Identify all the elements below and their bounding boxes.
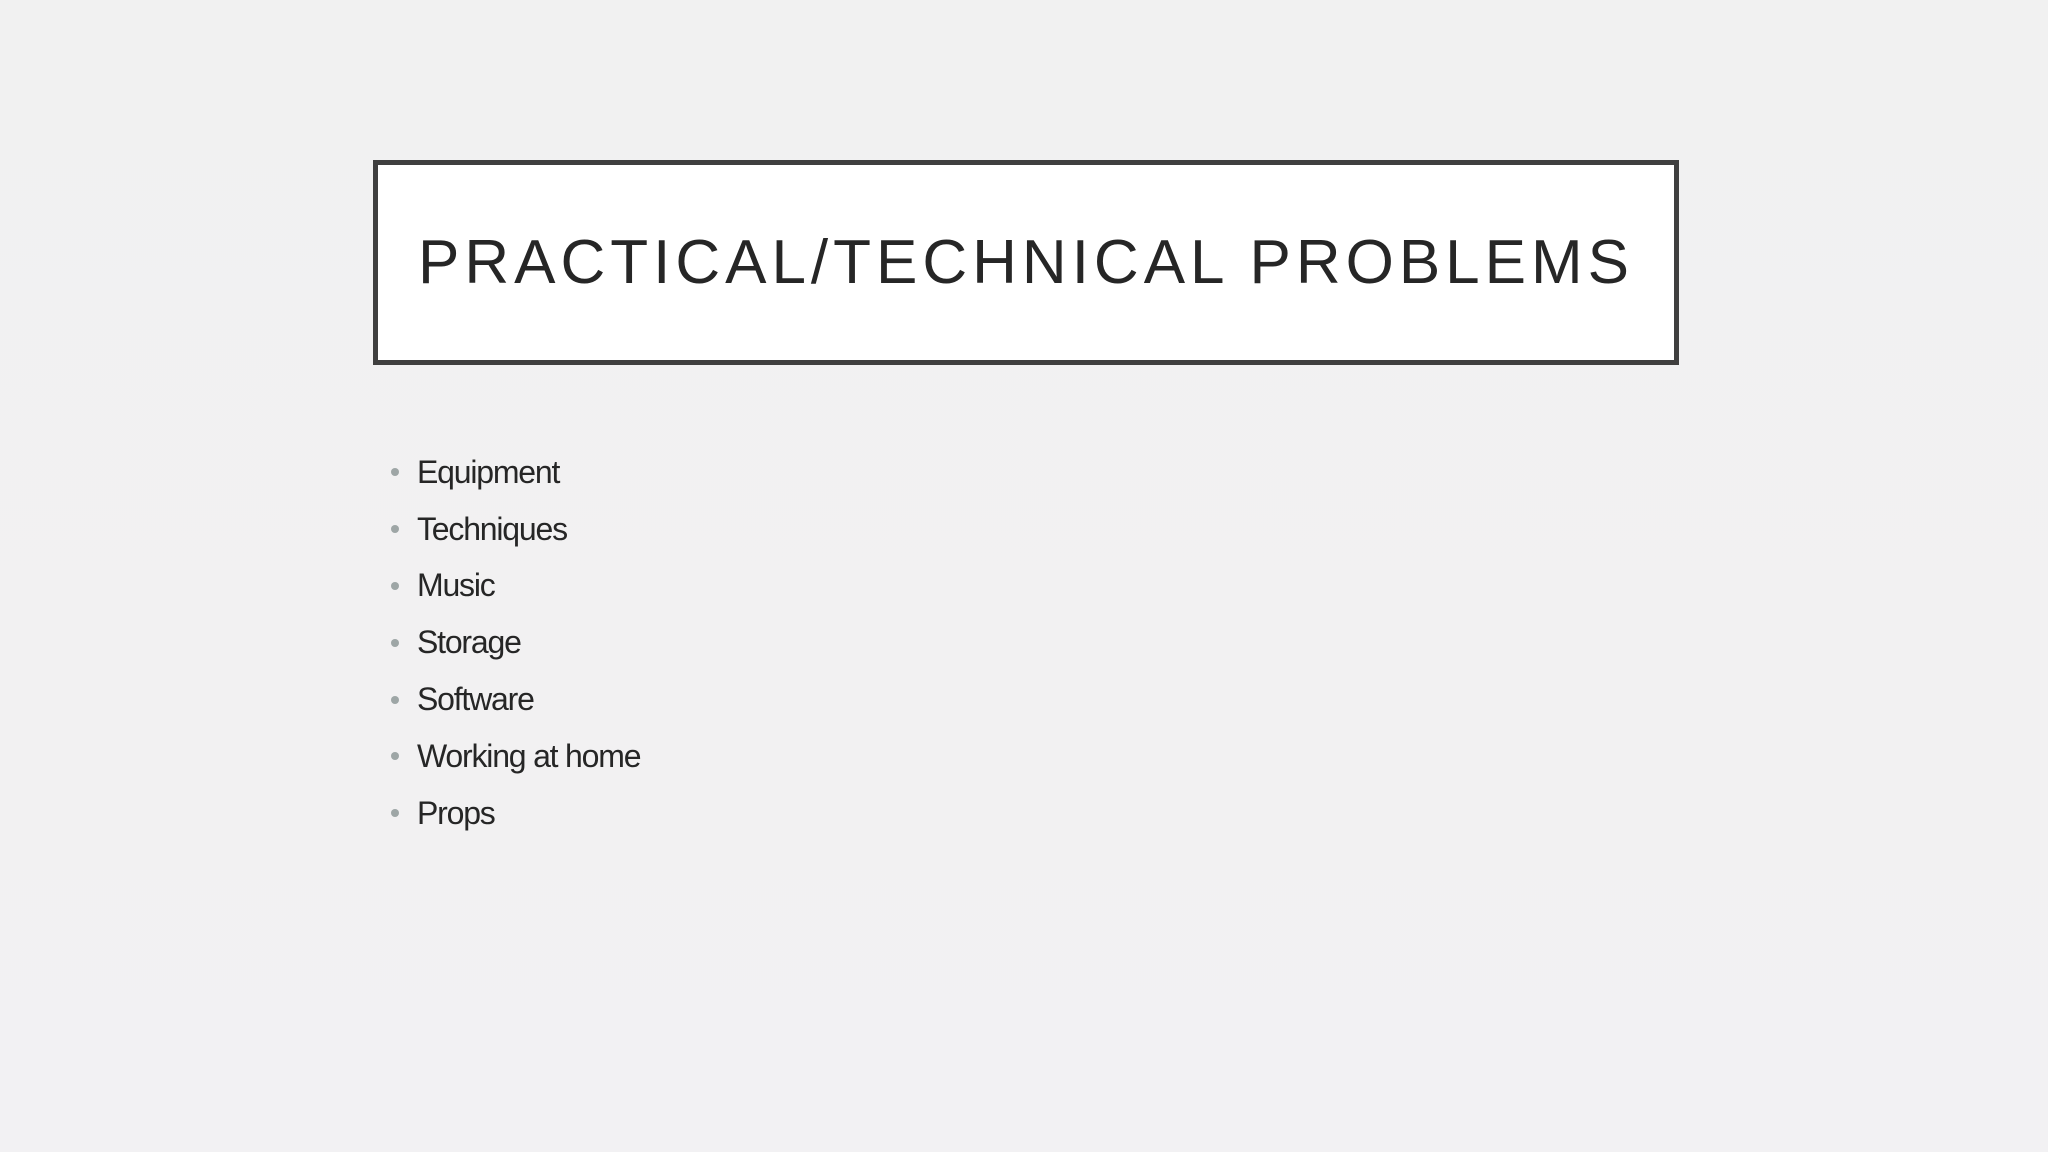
bullet-dot-icon [391, 752, 399, 760]
bullet-item [385, 728, 640, 785]
bullet-text: Storage [417, 624, 521, 661]
bullet-item [385, 501, 640, 558]
bullet-item [385, 785, 640, 842]
bullet-item [385, 671, 640, 728]
bullet-text: Techniques [417, 510, 567, 547]
bullet-dot-icon [391, 696, 399, 704]
bullet-item [385, 614, 640, 671]
slide-title: PRACTICAL/TECHNICAL PROBLEMS [417, 228, 1635, 297]
bullet-dot-icon [391, 639, 399, 647]
bullet-text: Equipment [417, 453, 560, 490]
bullet-list [385, 444, 640, 842]
bullet-item [385, 558, 640, 615]
bullet-dot-icon [391, 525, 399, 533]
bullet-text: Music [417, 567, 495, 604]
bullet-text: Software [417, 681, 534, 718]
bullet-dot-icon [391, 809, 399, 817]
bullet-item [385, 444, 640, 501]
bullet-text: Working at home [417, 737, 641, 774]
bullet-text: Props [417, 794, 495, 831]
bullet-dot-icon [391, 582, 399, 590]
bullet-dot-icon [391, 468, 399, 476]
title-box [373, 160, 1679, 365]
